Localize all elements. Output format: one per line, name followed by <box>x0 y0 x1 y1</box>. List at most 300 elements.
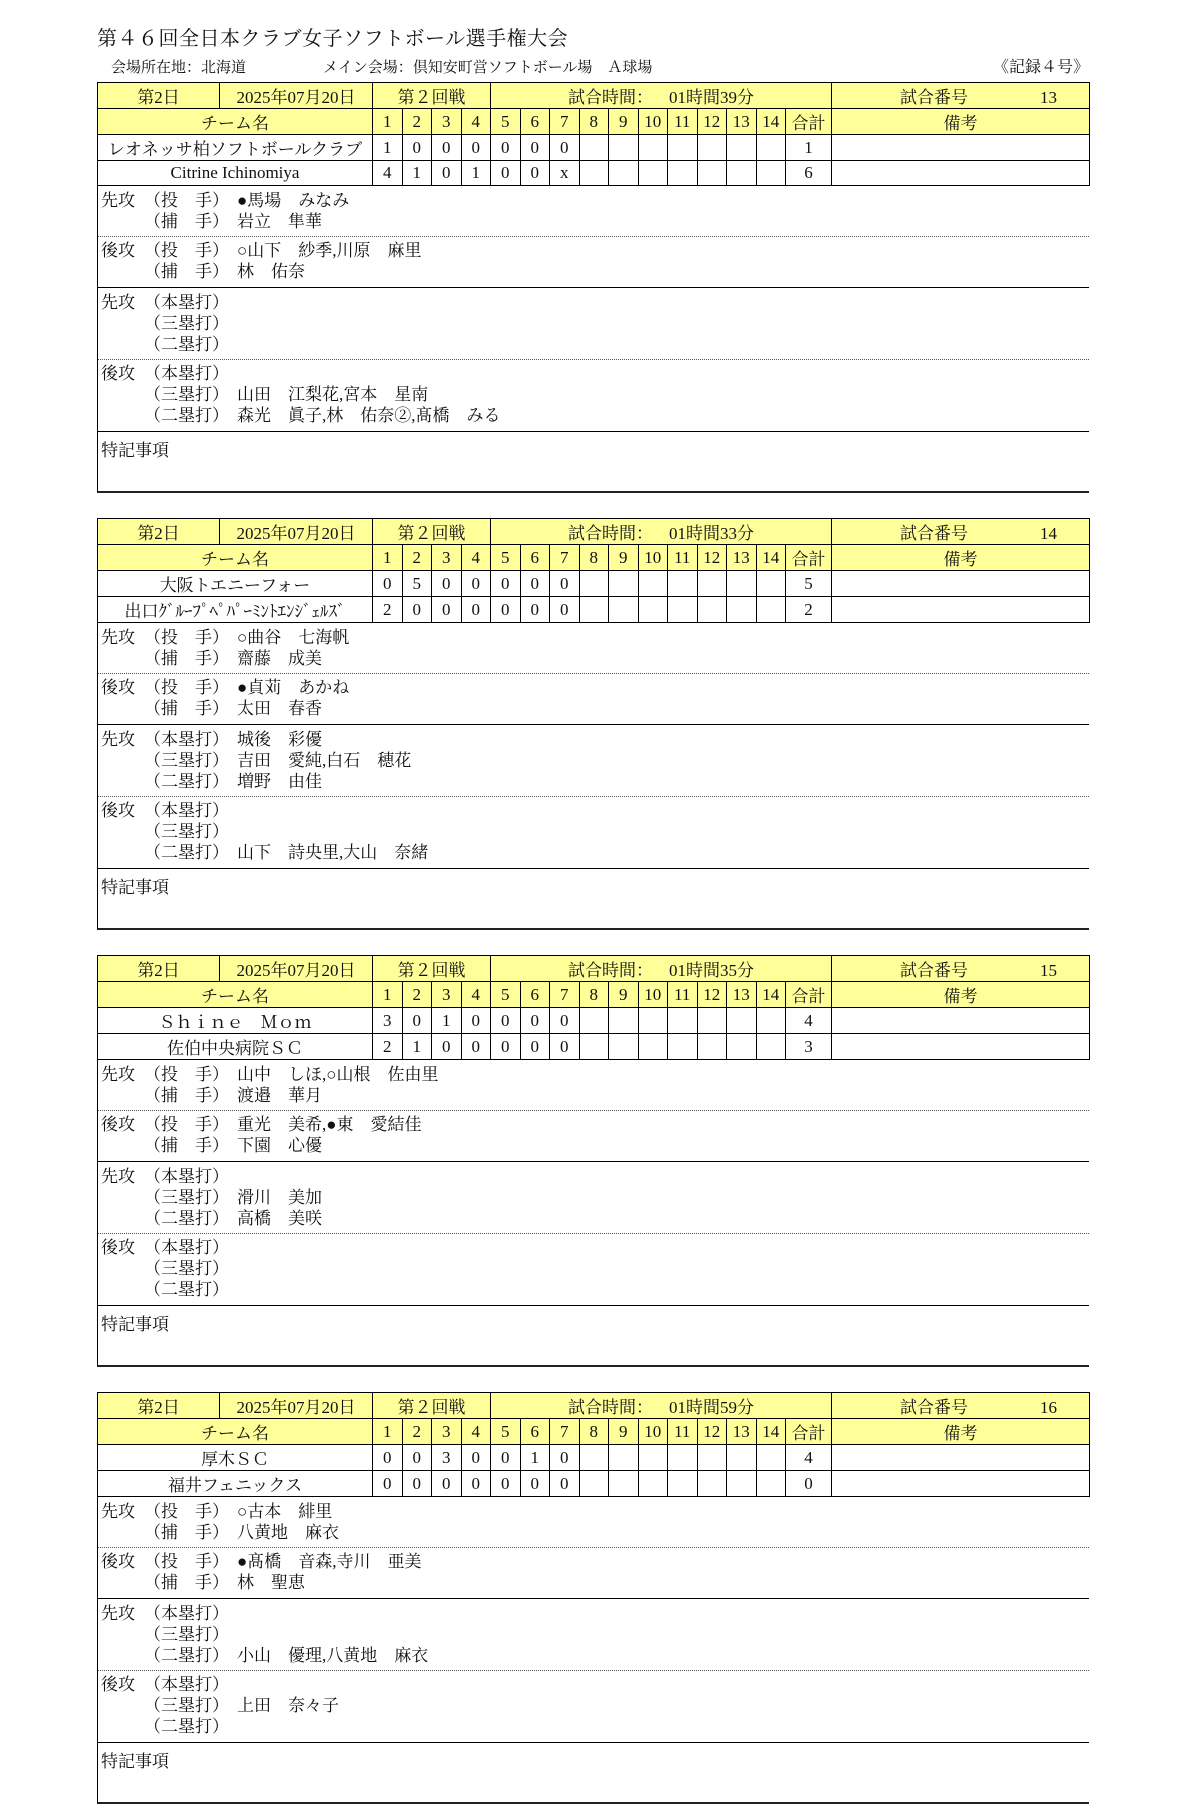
inning-score <box>638 597 668 623</box>
game-time-cell <box>491 519 832 545</box>
game-day: 第2日 <box>98 1393 220 1419</box>
inning-score: 0 <box>402 1008 432 1034</box>
double-label: （二塁打） <box>144 1280 229 1299</box>
second-double-line <box>98 842 1089 863</box>
first-double-line <box>98 334 1089 355</box>
inning-header: 4 <box>461 982 491 1008</box>
pitcher-label: （投 手） <box>144 678 229 697</box>
first-triple-line <box>98 313 1089 334</box>
game-duration: 01時間59分 <box>669 1398 754 1417</box>
inning-score <box>638 135 668 161</box>
team-remarks <box>832 135 1090 161</box>
inning-score: 0 <box>432 161 462 186</box>
second-homerun-line <box>98 1237 1089 1258</box>
inning-score: 0 <box>402 1445 432 1471</box>
inning-header: 6 <box>520 109 550 135</box>
game-number-value: 14 <box>1040 524 1057 543</box>
inning-header: 5 <box>491 982 521 1008</box>
inning-score <box>756 571 786 597</box>
indent-spacer <box>98 1716 144 1737</box>
inning-header: 9 <box>609 982 639 1008</box>
first-attack-label: 先攻 <box>101 191 135 210</box>
inning-score: 0 <box>402 597 432 623</box>
team-row <box>98 161 1090 186</box>
inning-score <box>579 1008 609 1034</box>
team-remarks <box>832 1034 1090 1060</box>
inning-header: 1 <box>373 1419 403 1445</box>
indent-spacer <box>98 648 144 669</box>
inning-score: 0 <box>491 597 521 623</box>
inning-header: 7 <box>550 1419 580 1445</box>
second-pitcher-line <box>98 240 1089 261</box>
pitcher-label: （投 手） <box>144 1502 229 1521</box>
first-pitcher-line <box>98 190 1089 211</box>
battery-section <box>97 623 1089 725</box>
column-header-row <box>98 545 1090 571</box>
inning-score: 1 <box>520 1445 550 1471</box>
team-remarks <box>832 161 1090 186</box>
first-catcher-line <box>98 1085 1089 1106</box>
inning-header: 5 <box>491 109 521 135</box>
game-time-cell <box>491 1393 832 1419</box>
second-pitcher-names: 重光 美希,●東 愛結佳 <box>237 1115 422 1134</box>
inning-score <box>756 1471 786 1497</box>
game-number-cell <box>832 519 1090 545</box>
total-header: 合計 <box>786 109 832 135</box>
team-row <box>98 571 1090 597</box>
game-day: 第2日 <box>98 956 220 982</box>
inning-header: 2 <box>402 545 432 571</box>
game-block <box>97 82 1089 493</box>
game-number-label: 試合番号 <box>900 524 968 543</box>
inning-header: 2 <box>402 982 432 1008</box>
team-remarks <box>832 571 1090 597</box>
game-day: 第2日 <box>98 519 220 545</box>
inning-header: 4 <box>461 545 491 571</box>
dotted-divider <box>98 673 1089 674</box>
hits-section <box>97 288 1089 432</box>
inning-score <box>756 597 786 623</box>
inning-score: 0 <box>520 1034 550 1060</box>
second-catcher-names: 下園 心優 <box>237 1136 322 1155</box>
indent-spacer <box>98 1522 144 1543</box>
game-block <box>97 1392 1089 1804</box>
inning-score: 0 <box>491 161 521 186</box>
first-triple-names: 滑川 美加 <box>237 1188 322 1207</box>
catcher-label: （捕 手） <box>144 1523 229 1542</box>
second-catcher-names: 太田 春香 <box>237 699 322 718</box>
inning-score <box>727 135 757 161</box>
inning-header: 12 <box>697 982 727 1008</box>
inning-header: 3 <box>432 109 462 135</box>
first-homerun-line <box>98 1166 1089 1187</box>
first-pitcher-line <box>98 627 1089 648</box>
second-catcher-line <box>98 1135 1089 1156</box>
second-homerun-line <box>98 363 1089 384</box>
first-triple-names <box>237 1624 1089 1645</box>
pitcher-label: （投 手） <box>144 1552 229 1571</box>
dotted-divider <box>98 359 1089 360</box>
catcher-label: （捕 手） <box>144 1136 229 1155</box>
indent-spacer <box>98 821 144 842</box>
triple-label: （三塁打） <box>144 314 229 333</box>
homerun-label: （本塁打） <box>144 1167 229 1186</box>
remarks-header: 備考 <box>832 109 1090 135</box>
inning-score: 0 <box>520 1471 550 1497</box>
game-time-label: 試合時間： <box>568 961 653 980</box>
inning-score <box>756 1008 786 1034</box>
inning-score <box>668 597 698 623</box>
second-triple-names: 山田 江梨花,宮本 星南 <box>237 385 429 404</box>
inning-score: 0 <box>432 571 462 597</box>
first-double-line <box>98 1208 1089 1229</box>
first-homerun-line <box>98 729 1089 750</box>
first-attack-label: 先攻 <box>101 628 135 647</box>
indent-spacer <box>98 698 144 719</box>
inning-score: 0 <box>550 1034 580 1060</box>
inning-header: 13 <box>727 1419 757 1445</box>
pitcher-label: （投 手） <box>144 191 229 210</box>
inning-score <box>609 1034 639 1060</box>
inning-header: 7 <box>550 982 580 1008</box>
triple-label: （三塁打） <box>144 1259 229 1278</box>
triple-label: （三塁打） <box>144 1625 229 1644</box>
game-number-label: 試合番号 <box>900 961 968 980</box>
battery-section <box>97 1497 1089 1599</box>
inning-score: 0 <box>461 597 491 623</box>
battery-section <box>97 1060 1089 1162</box>
inning-score <box>638 1034 668 1060</box>
homerun-label: （本塁打） <box>144 364 229 383</box>
inning-score <box>579 571 609 597</box>
inning-header: 9 <box>609 109 639 135</box>
second-homerun-names <box>237 800 1089 821</box>
first-catcher-line <box>98 1522 1089 1543</box>
inning-score <box>638 161 668 186</box>
inning-score <box>609 1008 639 1034</box>
game-time-label: 試合時間： <box>568 88 653 107</box>
homerun-label: （本塁打） <box>144 730 229 749</box>
second-double-line <box>98 405 1089 426</box>
second-catcher-names: 林 聖恵 <box>237 1573 305 1592</box>
game-round: 第２回戦 <box>373 83 491 109</box>
first-double-names: 高橋 美咲 <box>237 1209 322 1228</box>
game-date: 2025年07月20日 <box>220 956 373 982</box>
inning-score: 0 <box>432 135 462 161</box>
indent-spacer <box>98 1135 144 1156</box>
catcher-label: （捕 手） <box>144 212 229 231</box>
first-double-line <box>98 771 1089 792</box>
game-round: 第２回戦 <box>373 519 491 545</box>
first-triple-line <box>98 750 1089 771</box>
inning-score <box>668 135 698 161</box>
scoreboard-table <box>97 82 1090 186</box>
inning-score <box>638 1008 668 1034</box>
inning-header: 8 <box>579 982 609 1008</box>
inning-header: 9 <box>609 545 639 571</box>
inning-header: 3 <box>432 982 462 1008</box>
second-triple-names <box>237 821 1089 842</box>
second-attack-label: 後攻 <box>101 364 135 383</box>
game-number-cell <box>832 83 1090 109</box>
inning-score <box>756 1445 786 1471</box>
inning-header: 7 <box>550 545 580 571</box>
inning-score: 3 <box>432 1445 462 1471</box>
remarks-header: 備考 <box>832 982 1090 1008</box>
inning-score <box>668 1471 698 1497</box>
hits-section <box>97 1162 1089 1306</box>
first-pitcher-names: ●馬場 みなみ <box>237 191 350 210</box>
second-homerun-names <box>237 363 1089 384</box>
first-catcher-names: 渡邉 華月 <box>237 1086 322 1105</box>
first-triple-line <box>98 1624 1089 1645</box>
inning-score: 0 <box>432 1471 462 1497</box>
indent-spacer <box>98 384 144 405</box>
first-pitcher-names: ○古本 緋里 <box>237 1502 333 1521</box>
inning-score <box>638 1471 668 1497</box>
inning-score: 1 <box>373 135 403 161</box>
inning-score <box>609 1445 639 1471</box>
dotted-divider <box>98 1110 1089 1111</box>
inning-score: 0 <box>461 1008 491 1034</box>
team-name: 厚木ＳＣ <box>98 1445 373 1471</box>
game-day: 第2日 <box>98 83 220 109</box>
inning-header: 8 <box>579 1419 609 1445</box>
pitcher-label: （投 手） <box>144 628 229 647</box>
inning-header: 5 <box>491 545 521 571</box>
first-homerun-names: 城後 彩優 <box>237 730 322 749</box>
second-pitcher-names: ●髙橋 音森,寺川 亜美 <box>237 1552 422 1571</box>
venue-line <box>97 54 1089 77</box>
inning-score <box>697 571 727 597</box>
inning-score <box>756 135 786 161</box>
inning-score <box>727 161 757 186</box>
column-header-row <box>98 1419 1090 1445</box>
first-double-names: 小山 優理,八黄地 麻衣 <box>237 1646 429 1665</box>
homerun-label: （本塁打） <box>144 1604 229 1623</box>
inning-header: 3 <box>432 1419 462 1445</box>
inning-score <box>668 1445 698 1471</box>
team-row <box>98 1034 1090 1060</box>
second-triple-names: 上田 奈々子 <box>237 1696 339 1715</box>
first-triple-names <box>237 313 1089 334</box>
inning-header: 4 <box>461 1419 491 1445</box>
first-catcher-line <box>98 211 1089 232</box>
record-number: 《記録４号》 <box>992 59 1089 76</box>
catcher-label: （捕 手） <box>144 699 229 718</box>
team-name: Citrine Ichinomiya <box>98 161 373 186</box>
second-pitcher-line <box>98 1551 1089 1572</box>
double-label: （二塁打） <box>144 843 229 862</box>
inning-header: 8 <box>579 545 609 571</box>
first-attack-label: 先攻 <box>101 1604 135 1623</box>
first-homerun-line <box>98 1603 1089 1624</box>
team-remarks <box>832 597 1090 623</box>
main-venue: メイン会場：倶知安町営ソフトボール場 Ａ球場 <box>323 60 653 76</box>
indent-spacer <box>98 750 144 771</box>
game-number-label: 試合番号 <box>900 1398 968 1417</box>
inning-score <box>668 1008 698 1034</box>
first-catcher-line <box>98 648 1089 669</box>
triple-label: （三塁打） <box>144 751 229 770</box>
remarks-header: 備考 <box>832 545 1090 571</box>
second-triple-line <box>98 384 1089 405</box>
scoreboard-table <box>97 1392 1090 1497</box>
inning-score: 0 <box>432 597 462 623</box>
second-double-names: 森光 眞子,林 佑奈②,髙橋 みる <box>237 406 501 425</box>
second-attack-label: 後攻 <box>101 1552 135 1571</box>
team-name-header: チーム名 <box>98 982 373 1008</box>
inning-score <box>668 571 698 597</box>
second-attack-label: 後攻 <box>101 1238 135 1257</box>
inning-score: x <box>550 161 580 186</box>
game-block <box>97 518 1089 930</box>
inning-header: 11 <box>668 545 698 571</box>
triple-label: （三塁打） <box>144 1188 229 1207</box>
notes-label: 特記事項 <box>101 441 169 460</box>
inning-score: 0 <box>373 571 403 597</box>
inning-score: 0 <box>461 571 491 597</box>
inning-score: 0 <box>550 1445 580 1471</box>
inning-header: 2 <box>402 109 432 135</box>
inning-header: 4 <box>461 109 491 135</box>
venue-location: 会場所在地：北海道 <box>111 60 247 76</box>
second-double-line <box>98 1279 1089 1300</box>
notes-label: 特記事項 <box>101 878 169 897</box>
indent-spacer <box>98 334 144 355</box>
first-attack-label: 先攻 <box>101 293 135 312</box>
first-pitcher-line <box>98 1501 1089 1522</box>
inning-header: 10 <box>638 982 668 1008</box>
homerun-label: （本塁打） <box>144 1238 229 1257</box>
inning-header: 1 <box>373 545 403 571</box>
double-label: （二塁打） <box>144 1646 229 1665</box>
inning-header: 6 <box>520 982 550 1008</box>
inning-score: 5 <box>402 571 432 597</box>
double-label: （二塁打） <box>144 772 229 791</box>
inning-header: 6 <box>520 1419 550 1445</box>
game-number-value: 15 <box>1040 961 1057 980</box>
notes-section <box>97 432 1089 493</box>
scoreboard-table <box>97 955 1090 1060</box>
remarks-header: 備考 <box>832 1419 1090 1445</box>
game-number-value: 13 <box>1040 88 1057 107</box>
triple-label: （三塁打） <box>144 822 229 841</box>
second-triple-line <box>98 821 1089 842</box>
homerun-label: （本塁打） <box>144 801 229 820</box>
inning-header: 7 <box>550 109 580 135</box>
inning-score <box>609 1471 639 1497</box>
inning-header: 14 <box>756 109 786 135</box>
games-container <box>97 82 1190 1804</box>
pitcher-label: （投 手） <box>144 1115 229 1134</box>
inning-score: 2 <box>373 1034 403 1060</box>
homerun-label: （本塁打） <box>144 293 229 312</box>
game-date: 2025年07月20日 <box>220 519 373 545</box>
inning-score: 2 <box>373 597 403 623</box>
inning-score: 4 <box>373 161 403 186</box>
team-name: レオネッサ柏ソフトボールクラブ <box>98 135 373 161</box>
first-pitcher-names: ○曲谷 七海帆 <box>237 628 350 647</box>
inning-header: 3 <box>432 545 462 571</box>
battery-section <box>97 186 1089 288</box>
game-number-cell <box>832 956 1090 982</box>
indent-spacer <box>98 771 144 792</box>
inning-header: 9 <box>609 1419 639 1445</box>
dotted-divider <box>98 1233 1089 1234</box>
team-total: 0 <box>786 1471 832 1497</box>
inning-score: 0 <box>461 135 491 161</box>
inning-score <box>609 135 639 161</box>
game-header-row <box>98 83 1090 109</box>
notes-label: 特記事項 <box>101 1315 169 1334</box>
indent-spacer <box>98 1279 144 1300</box>
inning-score: 0 <box>432 1034 462 1060</box>
game-number-cell <box>832 1393 1090 1419</box>
team-name: 大阪トエニーフォー <box>98 571 373 597</box>
inning-score <box>756 1034 786 1060</box>
hits-section <box>97 725 1089 869</box>
team-name: 出口ｸﾞﾙｰﾌﾟﾍﾟﾊﾟｰﾐﾝﾄｴﾝｼﾞｪﾙｽﾞ <box>98 597 373 623</box>
inning-score <box>756 161 786 186</box>
second-double-names <box>237 1279 1089 1300</box>
inning-header: 14 <box>756 545 786 571</box>
inning-score: 0 <box>550 135 580 161</box>
indent-spacer <box>98 1645 144 1666</box>
inning-header: 12 <box>697 1419 727 1445</box>
pitcher-label: （投 手） <box>144 241 229 260</box>
indent-spacer <box>98 1695 144 1716</box>
team-name: Ｓｈｉｎｅ Ｍｏｍ <box>98 1008 373 1034</box>
inning-score <box>697 135 727 161</box>
first-pitcher-names: 山中 しほ,○山根 佐由里 <box>237 1065 439 1084</box>
total-header: 合計 <box>786 982 832 1008</box>
inning-header: 1 <box>373 982 403 1008</box>
second-double-names: 山下 詩央里,大山 奈緒 <box>237 843 429 862</box>
column-header-row <box>98 109 1090 135</box>
team-total: 4 <box>786 1008 832 1034</box>
indent-spacer <box>98 313 144 334</box>
inning-score: 0 <box>520 135 550 161</box>
game-duration: 01時間35分 <box>669 961 754 980</box>
first-catcher-names: 齋藤 成美 <box>237 649 322 668</box>
pitcher-label: （投 手） <box>144 1065 229 1084</box>
inning-header: 11 <box>668 1419 698 1445</box>
team-row <box>98 1471 1090 1497</box>
inning-header: 6 <box>520 545 550 571</box>
second-homerun-line <box>98 1674 1089 1695</box>
inning-header: 10 <box>638 1419 668 1445</box>
team-remarks <box>832 1471 1090 1497</box>
inning-score <box>697 597 727 623</box>
first-attack-label: 先攻 <box>101 730 135 749</box>
inning-header: 11 <box>668 982 698 1008</box>
inning-score <box>697 1034 727 1060</box>
first-double-line <box>98 1645 1089 1666</box>
team-name-header: チーム名 <box>98 1419 373 1445</box>
inning-score: 0 <box>520 597 550 623</box>
second-catcher-line <box>98 261 1089 282</box>
inning-score <box>697 1471 727 1497</box>
inning-score <box>579 161 609 186</box>
second-pitcher-line <box>98 677 1089 698</box>
second-catcher-line <box>98 1572 1089 1593</box>
first-triple-names: 吉田 愛純,白石 穂花 <box>237 751 412 770</box>
team-total: 1 <box>786 135 832 161</box>
second-triple-names <box>237 1258 1089 1279</box>
game-number-value: 16 <box>1040 1398 1057 1417</box>
indent-spacer <box>98 1258 144 1279</box>
